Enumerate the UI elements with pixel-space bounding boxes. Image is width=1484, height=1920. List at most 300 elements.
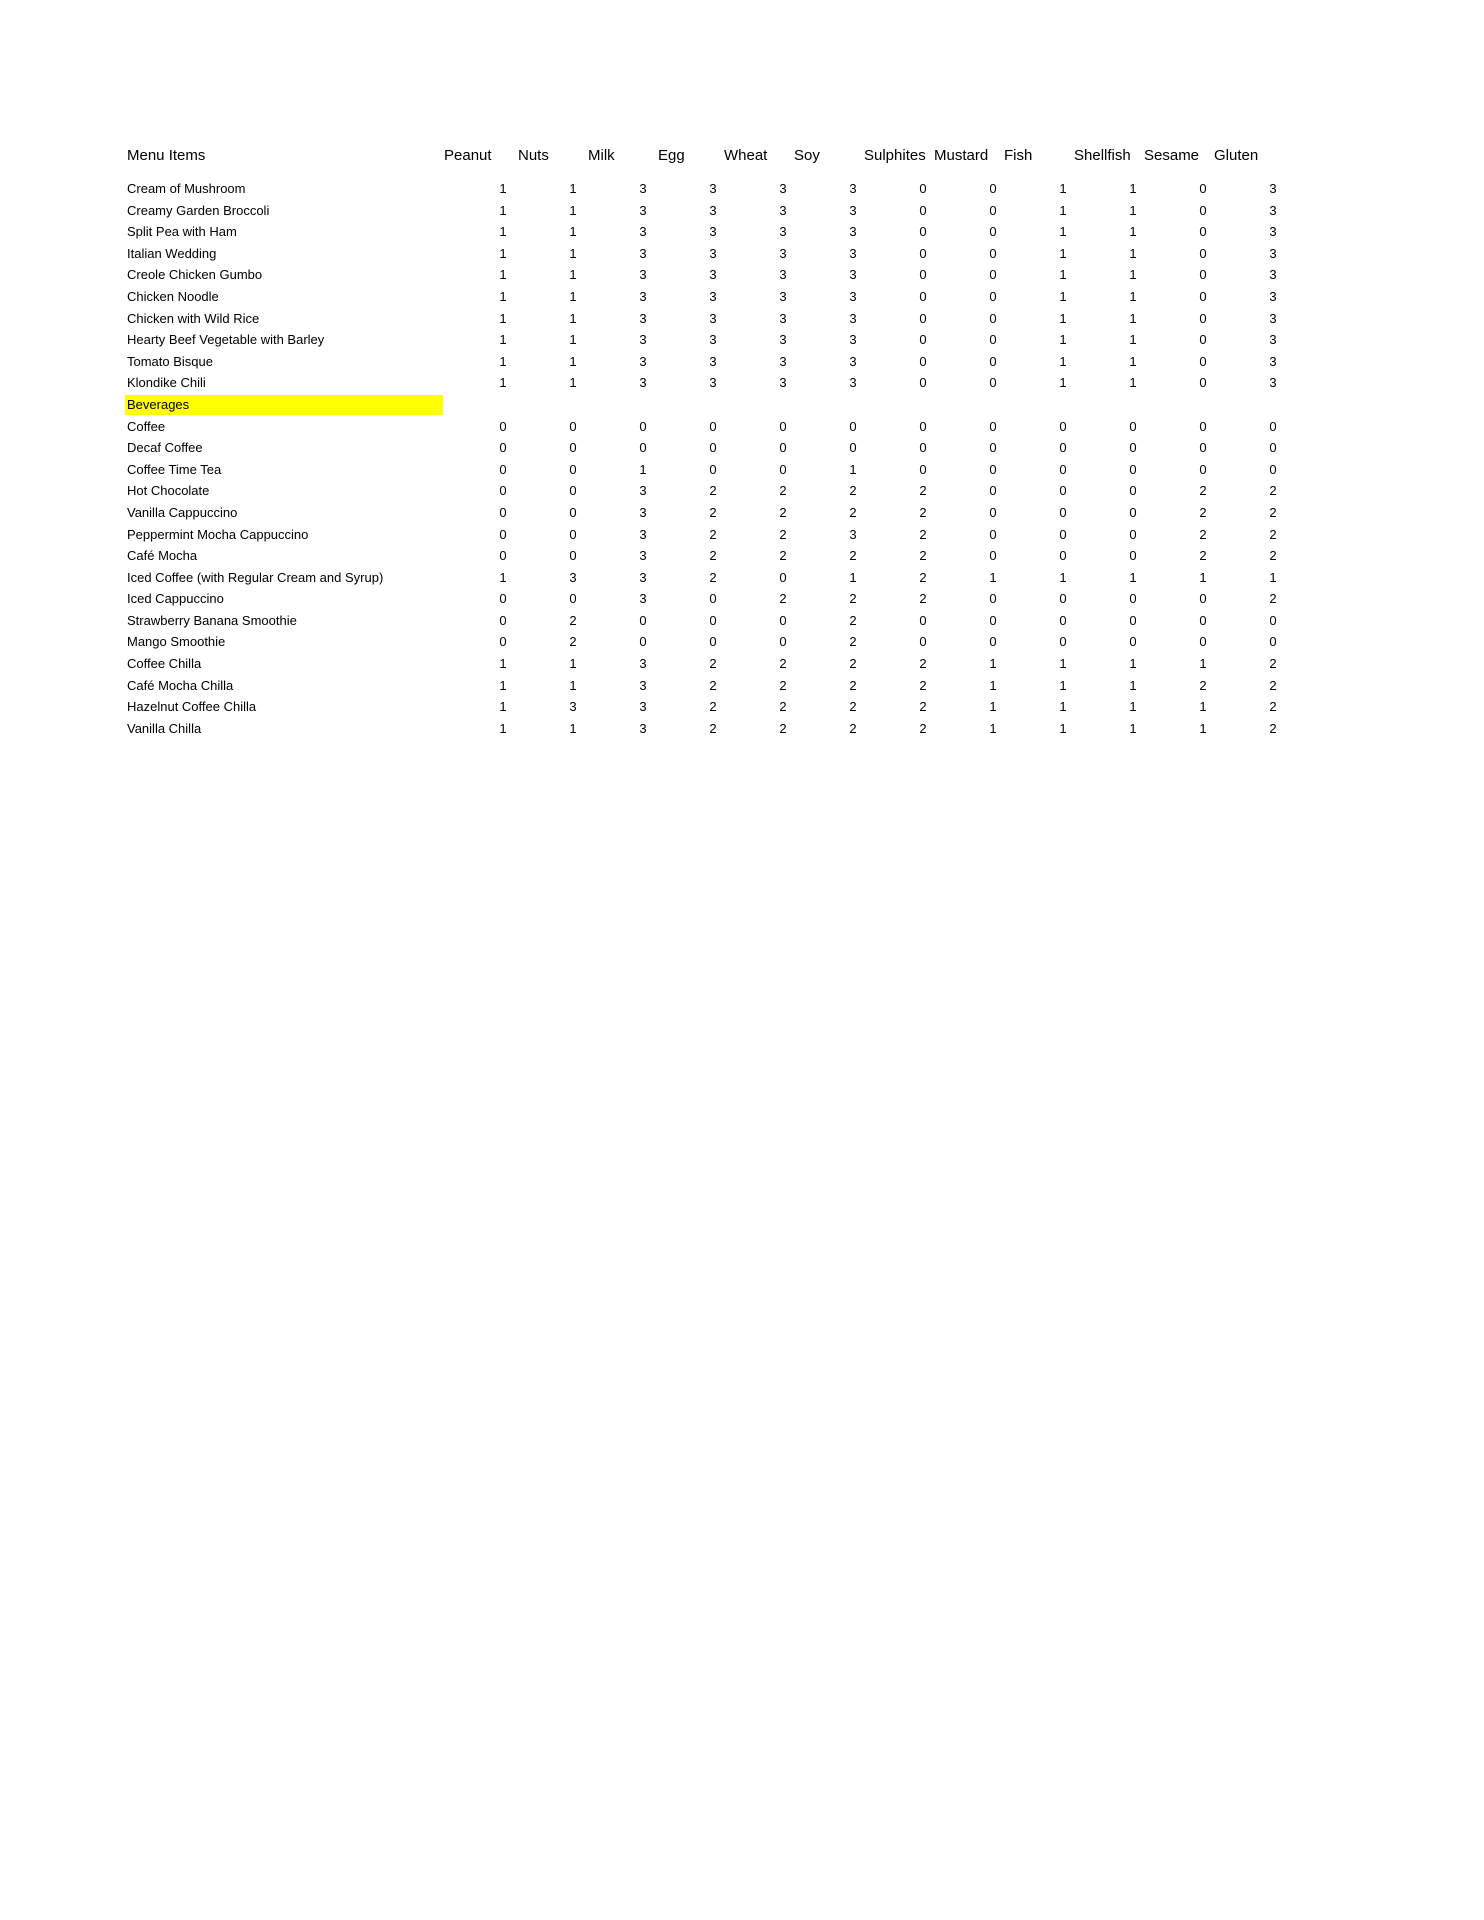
allergen-value: 1	[1059, 699, 1067, 715]
allergen-value: 3	[849, 245, 857, 261]
allergen-value: 2	[779, 677, 787, 693]
allergen-value: 3	[779, 332, 787, 348]
allergen-value: 2	[919, 699, 927, 715]
allergen-value: 2	[709, 656, 717, 672]
allergen-value: 3	[709, 181, 717, 196]
allergen-value: 1	[1059, 677, 1067, 693]
allergen-value: 1	[1129, 202, 1137, 218]
allergen-value: 1	[1129, 288, 1137, 304]
allergen-value: 2	[1199, 677, 1207, 693]
allergen-value: 0	[709, 634, 717, 650]
allergen-value: 0	[1269, 612, 1277, 628]
allergen-value: 3	[1269, 245, 1277, 261]
allergen-value: 3	[779, 181, 787, 196]
allergen-value: 0	[989, 353, 997, 369]
allergen-value: 0	[1059, 591, 1067, 607]
allergen-value: 3	[849, 288, 857, 304]
allergen-value: 0	[1059, 440, 1067, 456]
allergen-value: 0	[989, 245, 997, 261]
allergen-value: 1	[1059, 181, 1067, 196]
allergen-value: 2	[779, 548, 787, 564]
menu-item-name: Strawberry Banana Smoothie	[127, 612, 297, 628]
allergen-value: 0	[989, 375, 997, 391]
allergen-value: 2	[849, 612, 857, 628]
menu-item-name: Peppermint Mocha Cappuccino	[127, 526, 309, 542]
allergen-value: 3	[1269, 202, 1277, 218]
allergen-value: 3	[779, 310, 787, 326]
allergen-value: 2	[919, 504, 927, 520]
allergen-value: 1	[569, 720, 577, 736]
allergen-value: 3	[849, 332, 857, 348]
allergen-value: 0	[779, 569, 787, 585]
allergen-value: 3	[849, 202, 857, 218]
allergen-value: 2	[919, 569, 927, 585]
allergen-value: 1	[499, 224, 507, 240]
allergen-value: 0	[1199, 353, 1207, 369]
table-row	[0, 480, 1484, 502]
allergen-value: 0	[1129, 526, 1137, 542]
allergen-value: 2	[919, 720, 927, 736]
allergen-value: 1	[1129, 332, 1137, 348]
allergen-value: 3	[849, 267, 857, 283]
allergen-value: 1	[499, 267, 507, 283]
allergen-value: 3	[709, 310, 717, 326]
header-peanut: Peanut	[444, 147, 492, 164]
allergen-value: 0	[919, 332, 927, 348]
menu-item-name: Coffee Chilla	[127, 656, 202, 672]
allergen-value: 3	[849, 526, 857, 542]
allergen-value: 2	[779, 720, 787, 736]
table-row	[0, 372, 1484, 394]
menu-item-name: Creamy Garden Broccoli	[127, 202, 270, 218]
allergen-value: 0	[1199, 418, 1207, 434]
allergen-value: 1	[989, 720, 997, 736]
allergen-value: 0	[499, 591, 507, 607]
allergen-value: 0	[989, 288, 997, 304]
allergen-value: 0	[989, 548, 997, 564]
allergen-value: 3	[709, 245, 717, 261]
allergen-value: 1	[1059, 288, 1067, 304]
allergen-value: 0	[709, 461, 717, 477]
menu-item-name: Italian Wedding	[127, 245, 217, 261]
allergen-value: 1	[1199, 699, 1207, 715]
header-nuts: Nuts	[518, 147, 549, 164]
allergen-value: 0	[919, 224, 927, 240]
allergen-value: 0	[779, 418, 787, 434]
allergen-value: 0	[989, 504, 997, 520]
allergen-value: 0	[1059, 612, 1067, 628]
menu-table-body	[0, 178, 1484, 739]
allergen-value: 1	[499, 181, 507, 196]
table-row	[0, 459, 1484, 481]
allergen-value: 1	[1059, 353, 1067, 369]
section-label: Beverages	[127, 396, 190, 412]
allergen-value: 0	[1199, 310, 1207, 326]
header-sulphites: Sulphites	[864, 147, 926, 164]
allergen-value: 1	[1199, 656, 1207, 672]
menu-item-name: Iced Coffee (with Regular Cream and Syrup)	[127, 569, 384, 585]
allergen-value: 0	[499, 461, 507, 477]
allergen-value: 0	[1269, 634, 1277, 650]
allergen-value: 1	[569, 202, 577, 218]
allergen-value: 0	[569, 483, 577, 499]
allergen-value: 3	[639, 526, 647, 542]
allergen-value: 0	[989, 202, 997, 218]
allergen-value: 3	[639, 267, 647, 283]
allergen-value: 3	[639, 181, 647, 196]
allergen-value: 1	[1129, 181, 1137, 196]
allergen-value: 0	[499, 483, 507, 499]
allergen-value: 3	[1269, 375, 1277, 391]
allergen-value: 0	[1059, 418, 1067, 434]
allergen-value: 0	[919, 245, 927, 261]
allergen-value: 2	[1269, 548, 1277, 564]
table-row	[0, 308, 1484, 330]
allergen-value: 2	[1269, 720, 1277, 736]
table-row	[0, 653, 1484, 675]
allergen-value: 0	[709, 591, 717, 607]
allergen-value: 0	[569, 526, 577, 542]
allergen-value: 3	[709, 353, 717, 369]
menu-item-name: Café Mocha Chilla	[127, 677, 234, 693]
allergen-value: 1	[1199, 569, 1207, 585]
allergen-value: 1	[569, 181, 577, 196]
allergen-value: 0	[1129, 634, 1137, 650]
allergen-value: 0	[919, 440, 927, 456]
allergen-value: 1	[1129, 720, 1137, 736]
allergen-value: 1	[1059, 720, 1067, 736]
allergen-value: 2	[919, 591, 927, 607]
allergen-value: 0	[639, 634, 647, 650]
allergen-value: 1	[849, 461, 857, 477]
allergen-value: 3	[1269, 332, 1277, 348]
allergen-value: 1	[569, 288, 577, 304]
table-row	[0, 329, 1484, 351]
allergen-value: 1	[989, 569, 997, 585]
allergen-value: 0	[499, 612, 507, 628]
allergen-value: 0	[1199, 375, 1207, 391]
menu-item-name: Café Mocha	[127, 548, 198, 564]
menu-item-name: Klondike Chili	[127, 375, 206, 391]
allergen-value: 0	[569, 548, 577, 564]
allergen-value: 0	[989, 634, 997, 650]
allergen-value: 2	[709, 526, 717, 542]
allergen-value: 0	[1059, 634, 1067, 650]
allergen-value: 0	[989, 526, 997, 542]
table-row	[0, 631, 1484, 653]
allergen-value: 2	[1199, 483, 1207, 499]
allergen-value: 3	[779, 224, 787, 240]
table-row	[0, 675, 1484, 697]
allergen-value: 1	[1059, 375, 1067, 391]
table-row	[0, 588, 1484, 610]
menu-item-name: Chicken with Wild Rice	[127, 310, 260, 326]
allergen-value: 0	[1129, 483, 1137, 499]
allergen-value: 2	[1199, 504, 1207, 520]
allergen-value: 2	[919, 483, 927, 499]
allergen-value: 0	[989, 224, 997, 240]
allergen-value: 0	[849, 440, 857, 456]
allergen-value: 3	[639, 288, 647, 304]
table-row	[0, 243, 1484, 265]
allergen-value: 0	[1129, 548, 1137, 564]
table-row	[0, 416, 1484, 438]
header-wheat: Wheat	[724, 147, 768, 164]
allergen-value: 0	[1059, 548, 1067, 564]
allergen-value: 2	[1269, 504, 1277, 520]
allergen-value: 3	[779, 375, 787, 391]
allergen-value: 3	[639, 310, 647, 326]
menu-item-name: Hot Chocolate	[127, 483, 210, 499]
allergen-value: 1	[1059, 202, 1067, 218]
allergen-value: 0	[1199, 612, 1207, 628]
allergen-value: 3	[1269, 310, 1277, 326]
header-egg: Egg	[658, 147, 685, 164]
allergen-value: 0	[569, 440, 577, 456]
allergen-value: 1	[1129, 375, 1137, 391]
allergen-value: 3	[569, 699, 577, 715]
allergen-value: 2	[1269, 656, 1277, 672]
allergen-value: 3	[709, 267, 717, 283]
allergen-value: 2	[919, 548, 927, 564]
allergen-value: 1	[569, 353, 577, 369]
allergen-value: 2	[709, 699, 717, 715]
allergen-value: 3	[849, 353, 857, 369]
allergen-value: 0	[849, 418, 857, 434]
allergen-value: 0	[1199, 224, 1207, 240]
allergen-value: 3	[639, 332, 647, 348]
allergen-value: 0	[1199, 332, 1207, 348]
allergen-value: 0	[1269, 418, 1277, 434]
allergen-value: 3	[779, 353, 787, 369]
allergen-value: 1	[1059, 245, 1067, 261]
allergen-value: 0	[989, 440, 997, 456]
allergen-value: 2	[919, 526, 927, 542]
header-sesame: Sesame	[1144, 147, 1200, 164]
allergen-value: 1	[1059, 310, 1067, 326]
allergen-value: 1	[1059, 656, 1067, 672]
allergen-value: 3	[709, 202, 717, 218]
allergen-value: 0	[989, 310, 997, 326]
allergen-value: 1	[1059, 224, 1067, 240]
allergen-value: 0	[1199, 440, 1207, 456]
table-row	[0, 221, 1484, 243]
allergen-value: 2	[1269, 677, 1277, 693]
allergen-value: 0	[919, 202, 927, 218]
allergen-value: 0	[989, 591, 997, 607]
allergen-value: 1	[499, 569, 507, 585]
allergen-value: 3	[639, 202, 647, 218]
allergen-value: 0	[1199, 181, 1207, 196]
allergen-value: 1	[1129, 677, 1137, 693]
allergen-value: 1	[989, 699, 997, 715]
allergen-value: 2	[569, 612, 577, 628]
allergen-value: 3	[639, 699, 647, 715]
allergen-value: 3	[639, 245, 647, 261]
allergen-value: 2	[849, 548, 857, 564]
allergen-value: 0	[499, 504, 507, 520]
allergen-value: 0	[989, 461, 997, 477]
table-row	[0, 437, 1484, 459]
allergen-value: 3	[1269, 224, 1277, 240]
allergen-value: 0	[499, 440, 507, 456]
allergen-value: 0	[919, 418, 927, 434]
allergen-value: 0	[1199, 288, 1207, 304]
menu-item-name: Coffee	[127, 418, 166, 434]
allergen-value: 0	[569, 461, 577, 477]
allergen-value: 0	[1269, 461, 1277, 477]
allergen-value: 3	[1269, 181, 1277, 196]
allergen-value: 2	[1199, 548, 1207, 564]
allergen-value: 0	[989, 612, 997, 628]
allergen-value: 0	[569, 504, 577, 520]
allergen-value: 3	[1269, 288, 1277, 304]
allergen-value: 2	[849, 591, 857, 607]
allergen-value: 0	[499, 418, 507, 434]
allergen-value: 0	[499, 526, 507, 542]
allergen-value: 0	[1129, 461, 1137, 477]
menu-item-name: Decaf Coffee	[127, 440, 203, 456]
allergen-value: 3	[779, 288, 787, 304]
header-gluten: Gluten	[1214, 147, 1259, 164]
allergen-value: 3	[849, 375, 857, 391]
allergen-value: 1	[499, 699, 507, 715]
allergen-value: 2	[849, 720, 857, 736]
allergen-value: 1	[499, 677, 507, 693]
table-row	[0, 178, 1484, 200]
allergen-value: 1	[849, 569, 857, 585]
allergen-value: 1	[1129, 267, 1137, 283]
allergen-value: 3	[639, 504, 647, 520]
allergen-value: 1	[499, 720, 507, 736]
allergen-value: 3	[1269, 267, 1277, 283]
allergen-value: 3	[639, 656, 647, 672]
allergen-value: 0	[1199, 267, 1207, 283]
allergen-value: 1	[1129, 353, 1137, 369]
allergen-value: 0	[709, 440, 717, 456]
allergen-value: 2	[919, 656, 927, 672]
allergen-value: 3	[639, 224, 647, 240]
allergen-value: 3	[849, 310, 857, 326]
allergen-value: 1	[499, 656, 507, 672]
allergen-value: 0	[779, 612, 787, 628]
allergen-value: 2	[709, 720, 717, 736]
menu-item-name: Creole Chicken Gumbo	[127, 267, 263, 283]
allergen-value: 2	[1269, 483, 1277, 499]
allergen-value: 2	[779, 699, 787, 715]
allergen-value: 3	[709, 288, 717, 304]
allergen-value: 3	[639, 548, 647, 564]
allergen-value: 0	[639, 612, 647, 628]
allergen-value: 2	[709, 483, 717, 499]
allergen-value: 0	[919, 353, 927, 369]
allergen-value: 3	[639, 483, 647, 499]
allergen-value: 1	[1269, 569, 1277, 585]
menu-item-name: Split Pea with Ham	[127, 224, 237, 240]
allergen-value: 2	[709, 569, 717, 585]
allergen-value: 0	[1059, 504, 1067, 520]
allergen-value: 2	[849, 634, 857, 650]
allergen-value: 1	[1129, 224, 1137, 240]
menu-item-name: Hazelnut Coffee Chilla	[127, 699, 257, 715]
table-row	[0, 351, 1484, 373]
menu-item-name: Tomato Bisque	[127, 353, 213, 369]
allergen-value: 0	[1129, 440, 1137, 456]
allergen-value: 1	[569, 332, 577, 348]
menu-items-header: Menu Items	[127, 147, 206, 164]
table-row	[0, 524, 1484, 546]
allergen-value: 0	[1269, 440, 1277, 456]
allergen-value: 2	[779, 591, 787, 607]
allergen-value: 2	[1269, 526, 1277, 542]
allergen-value: 1	[569, 677, 577, 693]
allergen-value: 0	[1129, 612, 1137, 628]
allergen-value: 0	[919, 461, 927, 477]
allergen-value: 2	[849, 656, 857, 672]
allergen-value: 0	[569, 591, 577, 607]
allergen-value: 3	[1269, 353, 1277, 369]
allergen-value: 2	[709, 677, 717, 693]
allergen-value: 1	[1059, 267, 1067, 283]
allergen-value: 0	[1199, 591, 1207, 607]
allergen-value: 0	[1059, 483, 1067, 499]
allergen-value: 2	[1269, 591, 1277, 607]
allergen-value: 1	[569, 267, 577, 283]
allergen-value: 0	[1199, 245, 1207, 261]
menu-item-name: Coffee Time Tea	[127, 461, 222, 477]
header-milk: Milk	[588, 147, 615, 164]
allergen-value: 0	[989, 181, 997, 196]
allergen-value: 0	[919, 375, 927, 391]
allergen-value: 3	[639, 569, 647, 585]
table-row	[0, 545, 1484, 567]
allergen-value: 1	[989, 677, 997, 693]
header-soy: Soy	[794, 147, 820, 164]
allergen-value: 1	[499, 353, 507, 369]
allergen-value: 2	[779, 483, 787, 499]
allergen-value: 0	[779, 461, 787, 477]
table-row	[0, 200, 1484, 222]
menu-item-name: Vanilla Chilla	[127, 720, 202, 736]
allergen-value: 1	[1129, 245, 1137, 261]
table-row	[0, 718, 1484, 740]
menu-item-name: Mango Smoothie	[127, 634, 226, 650]
allergen-value: 3	[709, 332, 717, 348]
table-row	[0, 696, 1484, 718]
allergen-value: 2	[779, 526, 787, 542]
allergen-value: 3	[569, 569, 577, 585]
allergen-value: 0	[919, 288, 927, 304]
allergen-value: 3	[639, 375, 647, 391]
allergen-value: 0	[709, 418, 717, 434]
allergen-value: 0	[499, 634, 507, 650]
allergen-value: 1	[1129, 569, 1137, 585]
allergen-value: 0	[989, 483, 997, 499]
allergen-value: 1	[639, 461, 647, 477]
table-row	[0, 264, 1484, 286]
menu-item-name: Hearty Beef Vegetable with Barley	[127, 332, 325, 348]
allergen-value: 3	[779, 245, 787, 261]
allergen-value: 0	[989, 332, 997, 348]
allergen-value: 0	[919, 634, 927, 650]
allergen-value: 1	[499, 288, 507, 304]
allergen-value: 1	[569, 224, 577, 240]
header-mustard: Mustard	[934, 147, 989, 164]
allergen-value: 2	[779, 656, 787, 672]
allergen-value: 3	[849, 224, 857, 240]
menu-item-name: Vanilla Cappuccino	[127, 504, 238, 520]
allergen-value: 1	[569, 656, 577, 672]
